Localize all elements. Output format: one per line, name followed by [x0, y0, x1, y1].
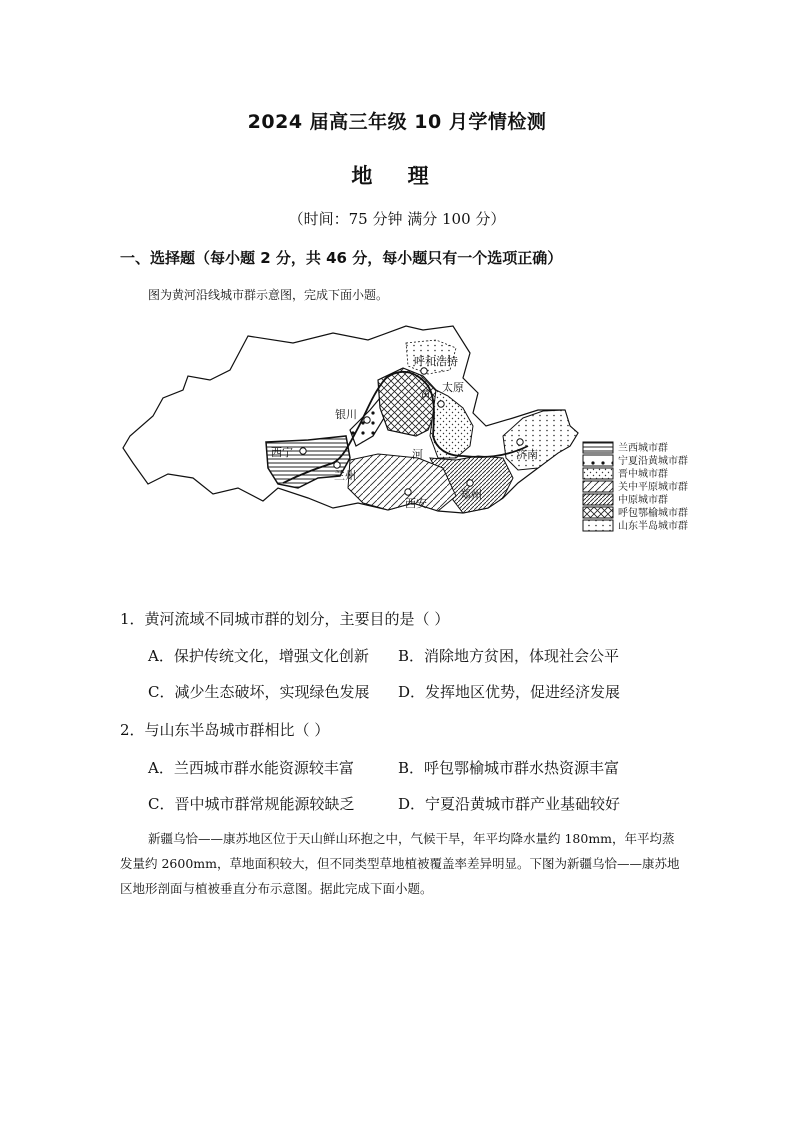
xian-marker: [405, 489, 411, 495]
map-city-label: 兰州: [334, 469, 356, 482]
question-1-option-c: C．减少生态破坏，实现绿色发展: [148, 683, 370, 701]
map-city-label: 太原: [442, 381, 464, 394]
river-char-label: 河: [412, 448, 423, 461]
map-city-label: 郑州: [460, 488, 482, 501]
passage-text: 新疆乌恰——康苏地区位于天山鲜山环抱之中，气候干旱，年平均降水量约 180mm，年平均蒸发量约 2600mm，草地面积较大，但不同类型草地植被覆盖率差异明显。下图为新疆乌恰——康苏地区地形剖面与植被垂直分布示意图。据此完成下面小题。: [120, 831, 680, 896]
legend-label: 兰西城市群: [618, 443, 668, 454]
map-legend: [583, 441, 688, 532]
map-city-label: 西宁: [271, 446, 293, 459]
river-char-label: 黄: [420, 388, 431, 401]
jinan-marker: [517, 439, 523, 445]
question-1-option-b: B．消除地方贫困，体现社会公平: [398, 647, 620, 665]
legend-label: 宁夏沿黄城市群: [618, 456, 688, 467]
legend-label: 山东半岛城市群: [618, 521, 688, 532]
question-1-option-a: A．保护传统文化，增强文化创新: [148, 647, 369, 665]
question-2-option-c: C．晋中城市群常规能源较缺乏: [148, 795, 355, 813]
hohhot-marker: [421, 368, 427, 374]
legend-label: 中原城市群: [618, 495, 668, 506]
question-1-stem: 1．黄河流域不同城市群的划分，主要目的是（ ）: [120, 610, 450, 628]
question-2-option-d: D．宁夏沿黄城市群产业基础较好: [398, 795, 621, 813]
lanzhou-marker: [334, 462, 340, 468]
map-city-label: 呼和浩特: [414, 355, 458, 368]
subject-title: 地 理: [351, 163, 443, 188]
legend-label: 晋中城市群: [618, 469, 668, 480]
map-city-label: 银川: [335, 408, 357, 421]
map-intro: 图为黄河沿线城市群示意图，完成下面小题。: [148, 288, 389, 302]
exam-time-info: （时间：75 分钟 满分 100 分）: [288, 210, 506, 228]
section-heading: 一、选择题（每小题 2 分，共 46 分，每小题只有一个选项正确）: [120, 249, 563, 267]
yinchuan-marker: [364, 417, 370, 423]
yellow-river-city-clusters-map: [118, 318, 708, 550]
question-1-option-d: D．发挥地区优势，促进经济发展: [398, 683, 621, 701]
passage-paragraph: [120, 826, 686, 901]
question-2-option-b: B．呼包鄂榆城市群水热资源丰富: [398, 759, 620, 777]
exam-title: 2024 届高三年级 10 月学情检测: [247, 111, 547, 133]
legend-label: 关中平原城市群: [618, 482, 688, 493]
xining-marker: [300, 448, 306, 454]
question-2-stem: 2．与山东半岛城市群相比（ ）: [120, 721, 330, 739]
taiyuan-marker: [438, 401, 444, 407]
question-2-option-a: A．兰西城市群水能资源较丰富: [148, 759, 354, 777]
map-city-label: 济南: [516, 448, 538, 461]
map-city-label: 西安: [405, 497, 427, 510]
legend-label: 呼包鄂榆城市群: [618, 508, 688, 519]
zhengzhou-marker: [467, 480, 473, 486]
